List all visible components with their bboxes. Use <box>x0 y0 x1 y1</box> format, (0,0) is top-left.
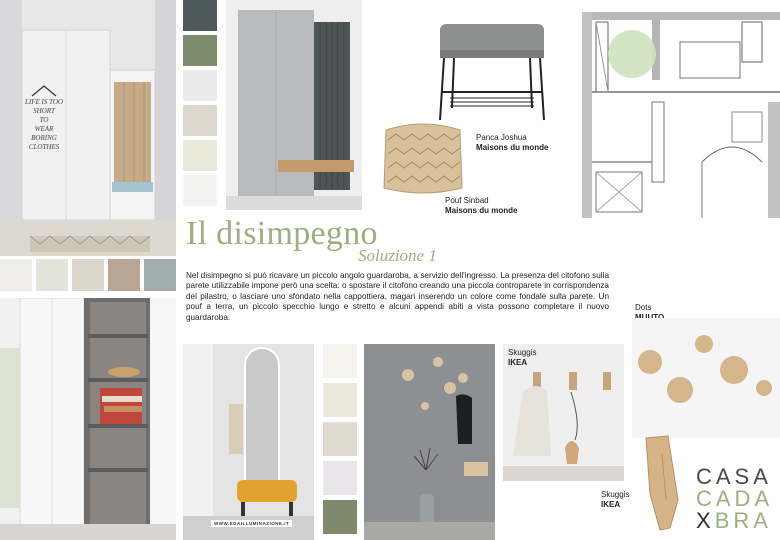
skuggis-bottom-caption <box>601 490 646 510</box>
logo-line-1: CASA <box>696 464 772 489</box>
brand-logo <box>696 466 780 532</box>
wall-sign <box>22 98 66 152</box>
color-swatch <box>323 461 357 495</box>
color-swatch <box>36 259 68 291</box>
description-text: Nel disimpegno si può ricavare un piccolo angolo guardaroba, a servizio dell'ingresso. La presenza del citofono sulla parete utilizzabile impone però una scelta: o spostare il citofono creando una piccola controparete in corrispondenza del pilastro, o lasciare uno sfondato nella cappottiera, magari inserendo un colore come fondale sulla parete. Un pouf a terra, un piccolo specchio lungo e stretto e alcuni appendi abiti a vista possono completare il nuovo guardaroba. <box>186 271 609 322</box>
color-swatch <box>323 422 357 456</box>
wall-sign-line: CLOTHES <box>28 143 60 151</box>
color-swatch <box>183 175 217 206</box>
skuggis-top-caption <box>508 348 588 368</box>
floor-plan <box>582 12 780 218</box>
color-swatch <box>323 344 357 378</box>
skuggis-bottom-brand: IKEA <box>601 500 621 509</box>
palette-column-bottom <box>323 344 357 540</box>
color-swatch <box>72 259 104 291</box>
mirror-bench-photo <box>183 344 314 540</box>
color-swatch <box>183 105 217 136</box>
color-swatch <box>144 259 176 291</box>
palette-row-mid <box>0 259 176 293</box>
wall-sign-line: TO <box>39 116 49 124</box>
photo-credit: WWW.EDAILLUMINAZIONE.IT <box>211 520 292 527</box>
dots-name: Dots <box>635 303 652 312</box>
skuggis-top-name: Skuggis <box>508 348 537 357</box>
color-swatch <box>183 35 217 66</box>
wall-sign-line: WEAR <box>34 125 54 133</box>
dots-image <box>632 318 780 438</box>
wardrobe-photo <box>0 0 176 256</box>
palette-column-top <box>183 0 217 210</box>
color-swatch <box>183 140 217 171</box>
skuggis-bottom-name: Skuggis <box>601 490 630 499</box>
shelves-closet-photo <box>0 298 176 540</box>
page-title: Il disimpegno <box>186 215 378 252</box>
color-swatch <box>183 0 217 31</box>
bench-caption <box>476 133 576 153</box>
bench-brand: Maisons du monde <box>476 143 549 152</box>
grey-closet-photo <box>226 0 362 210</box>
color-swatch <box>183 70 217 101</box>
color-swatch <box>323 383 357 417</box>
page-subtitle: Soluzione 1 <box>358 246 437 265</box>
skuggis-top-brand: IKEA <box>508 358 528 367</box>
pouf-image <box>380 118 466 198</box>
skuggis-hook-image <box>642 434 682 532</box>
bench-name: Panca Joshua <box>476 133 527 142</box>
pouf-name: Pouf Sinbad <box>445 196 489 205</box>
color-swatch <box>108 259 140 291</box>
logo-line-3-text: BRA <box>714 508 772 533</box>
color-swatch <box>0 259 32 291</box>
logo-line-3 <box>696 510 780 532</box>
logo-line-2: CADA <box>696 486 774 511</box>
logo-x-mark: X <box>696 508 715 533</box>
coat-hooks-photo <box>364 344 495 540</box>
wall-sign-line: SHORT <box>33 107 55 115</box>
pouf-caption <box>445 196 555 216</box>
wall-sign-line: BORING <box>31 134 57 142</box>
wall-sign-line: LIFE IS TOO <box>25 98 63 106</box>
bench-image <box>436 20 548 130</box>
pouf-brand: Maisons du monde <box>445 206 518 215</box>
color-swatch <box>323 500 357 534</box>
